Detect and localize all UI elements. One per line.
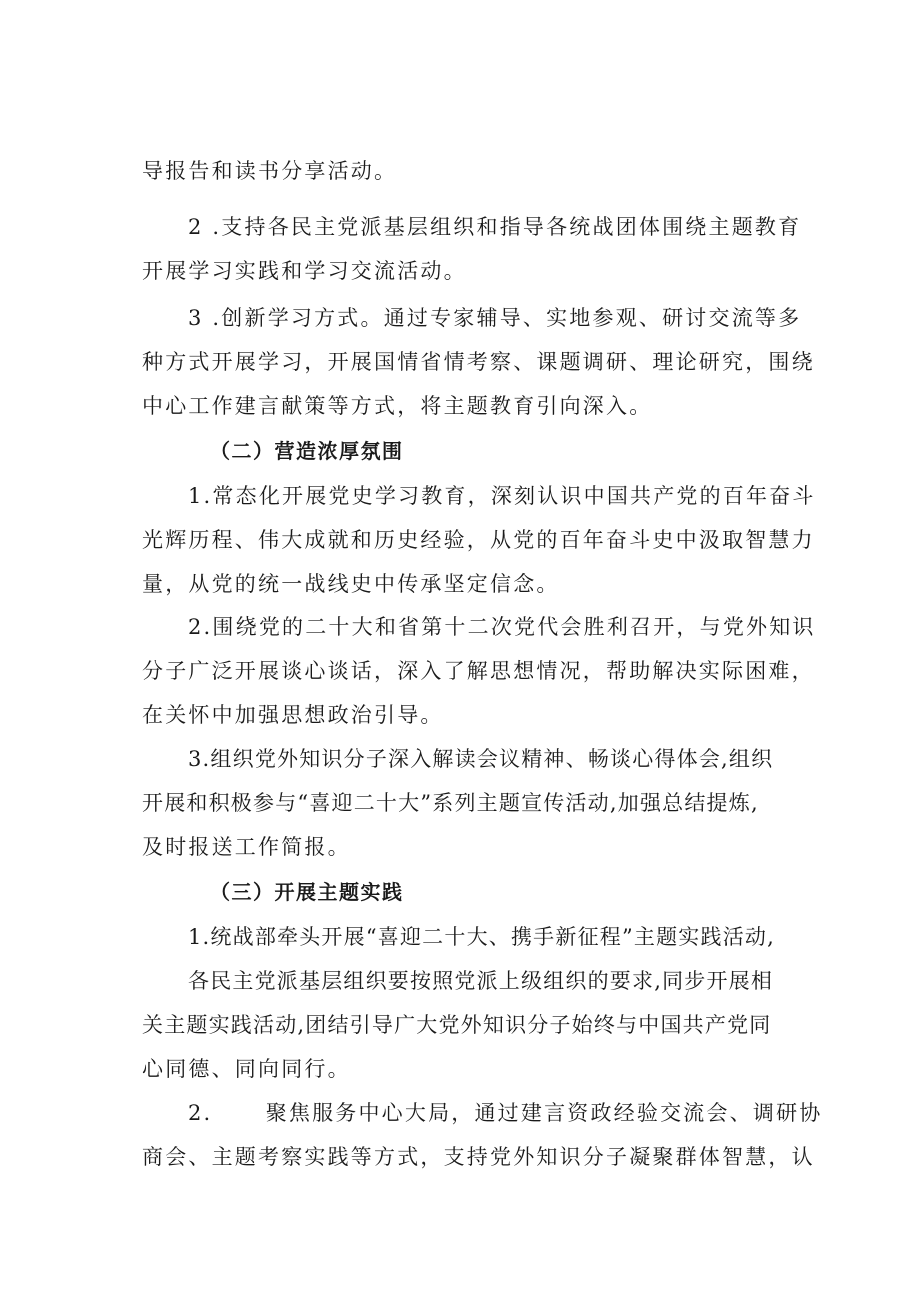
section-heading: （二）营造浓厚氛围 [210,439,404,463]
paragraph-line: 开展学习实践和学习交流活动。 [142,259,467,283]
paragraph-line: 各民主党派基层组织要按照党派上级组织的要求,同步开展相 [188,969,774,993]
paragraph-line: 3.组织党外知识分子深入解读会议精神、畅谈心得体会,组织 [188,747,774,771]
paragraph-line: 心同德、同向同行。 [142,1057,351,1081]
paragraph-line: 商会、主题考察实践等方式，支持党外知识分子凝聚群体智慧，认 [142,1145,815,1169]
paragraph-line: 光辉历程、伟大成就和历史经验，从党的百年奋斗史中汲取智慧力 [142,528,815,552]
section-heading: （三）开展主题实践 [210,880,404,904]
paragraph-line: 导报告和读书分享活动。 [142,159,398,183]
paragraph-line: 量，从党的统一战线史中传承坚定信念。 [142,572,560,596]
paragraph-line: 2. 聚焦服务中心大局，通过建言资政经验交流会、调研协 [188,1101,823,1125]
paragraph-line: 及时报送工作简报。 [142,835,351,859]
paragraph-line: 2.围绕党的二十大和省第十二次党代会胜利召开，与党外知识 [188,615,816,639]
paragraph-line: 种方式开展学习，开展国情省情考察、课题调研、理论研究，围绕 [142,350,815,374]
paragraph-line: 中心工作建言献策等方式，将主题教育引向深入。 [142,394,653,418]
paragraph-line: 开展和积极参与“喜迎二十大”系列主题宣传活动,加强总结提炼, [142,791,759,815]
paragraph-line: 1.统战部牵头开展“喜迎二十大、携手新征程”主题实践活动, [188,925,775,949]
paragraph-line: 3 .创新学习方式。通过专家辅导、实地参观、研讨交流等多 [188,306,802,330]
paragraph-line: 1.常态化开展党史学习教育，深刻认识中国共产党的百年奋斗 [188,484,816,508]
paragraph-line: 关主题实践活动,团结引导广大党外知识分子始终与中国共产党同 [142,1013,772,1037]
paragraph-line: 分子广泛开展谈心谈话，深入了解思想情况，帮助解决实际困难， [142,659,815,683]
paragraph-line: 2 .支持各民主党派基层组织和指导各统战团体围绕主题教育 [188,215,802,239]
paragraph-line: 在关怀中加强思想政治引导。 [142,703,444,727]
